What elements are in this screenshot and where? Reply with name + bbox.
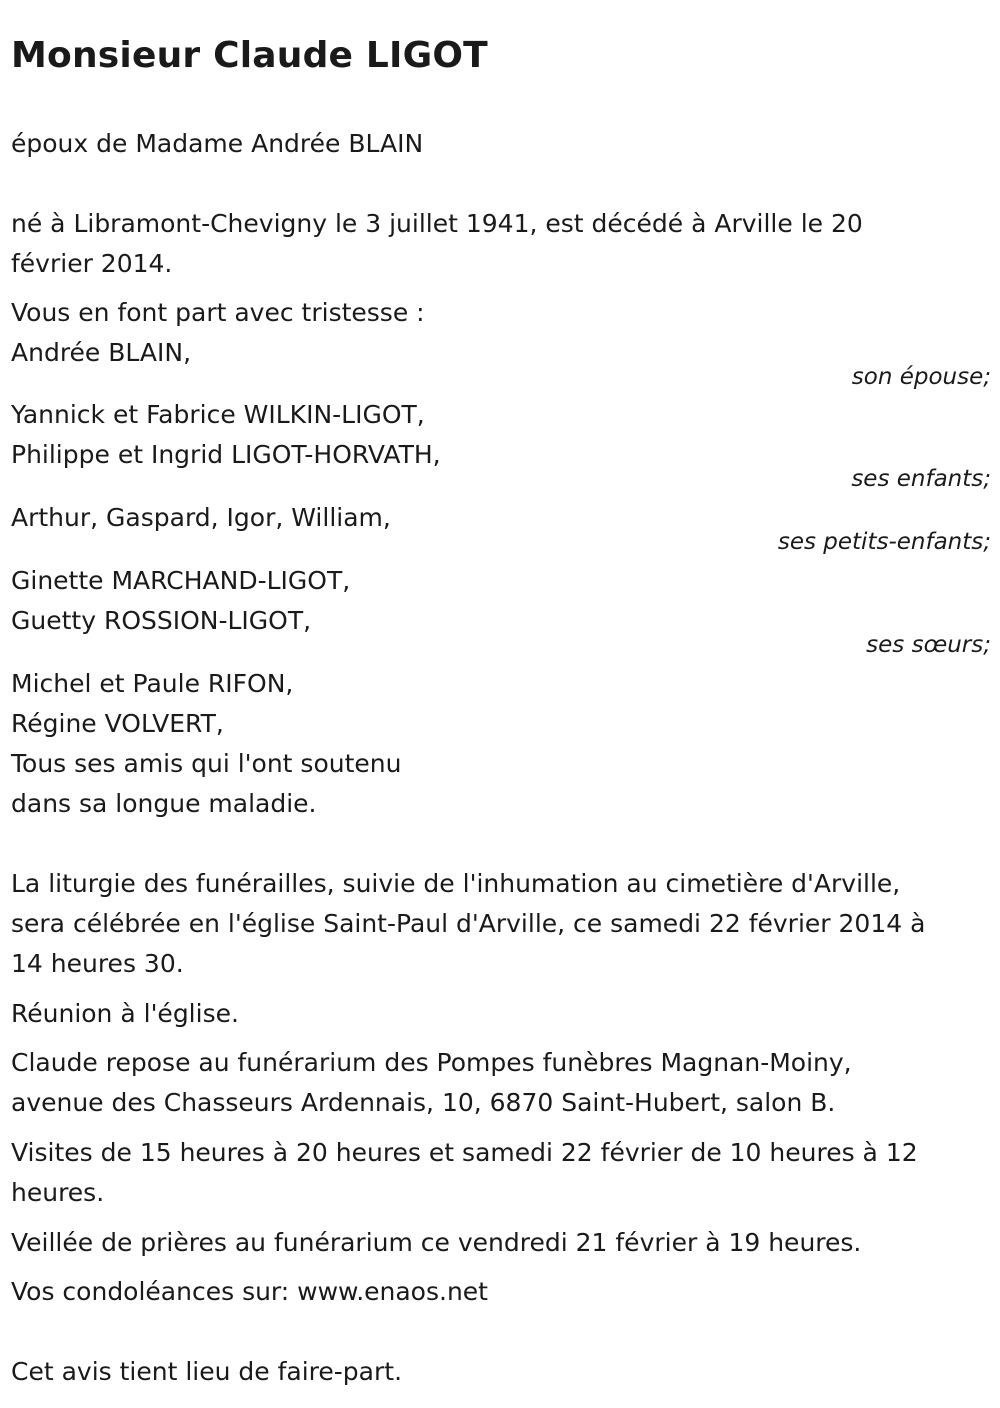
family-sister-name-2: Guetty ROSSION-LIGOT,: [11, 606, 312, 635]
family-sisters-role: ses sœurs;: [866, 632, 991, 658]
liturgy-line-3: 14 heures 30.: [11, 949, 184, 978]
family-children-role: ses enfants;: [851, 466, 991, 492]
family-spouse-name: Andrée BLAIN,: [11, 338, 192, 367]
closing-line: Cet avis tient lieu de faire-part.: [11, 1357, 403, 1386]
birth-line-1: né à Libramont-Chevigny le 3 juillet 1941, est décédé à Arville le 20: [11, 209, 863, 238]
family-child-name-2: Philippe et Ingrid LIGOT-HORVATH,: [11, 440, 441, 469]
others-line-1: Michel et Paule RIFON,: [11, 669, 294, 698]
others-line-3: Tous ses amis qui l'ont soutenu: [11, 749, 402, 778]
rest-line-1: Claude repose au funérarium des Pompes funèbres Magnan-Moiny,: [11, 1048, 852, 1077]
others-line-4: dans sa longue maladie.: [11, 789, 317, 818]
family-child-name-1: Yannick et Fabrice WILKIN-LIGOT,: [11, 400, 425, 429]
liturgy-line-2: sera célébrée en l'église Saint-Paul d'Arville, ce samedi 22 février 2014 à: [11, 909, 926, 938]
liturgy-line-1: La liturgie des funérailles, suivie de l'inhumation au cimetière d'Arville,: [11, 869, 901, 898]
visits-line-2: heures.: [11, 1178, 105, 1207]
birth-line-2: février 2014.: [11, 249, 173, 278]
vigil-line: Veillée de prières au funérarium ce vendredi 21 février à 19 heures.: [11, 1228, 862, 1257]
visits-line-1: Visites de 15 heures à 20 heures et samedi 22 février de 10 heures à 12: [11, 1138, 918, 1167]
family-spouse-role: son épouse;: [851, 364, 991, 390]
page-title: Monsieur Claude LIGOT: [11, 35, 488, 76]
condolences-line: Vos condoléances sur: www.enaos.net: [11, 1277, 488, 1306]
spouse-line: époux de Madame Andrée BLAIN: [11, 129, 424, 158]
meeting-line: Réunion à l'église.: [11, 999, 239, 1028]
rest-line-2: avenue des Chasseurs Ardennais, 10, 6870 Saint-Hubert, salon B.: [11, 1088, 836, 1117]
family-sister-name-1: Ginette MARCHAND-LIGOT,: [11, 566, 351, 595]
others-line-2: Régine VOLVERT,: [11, 709, 224, 738]
family-grandchildren-role: ses petits-enfants;: [777, 529, 991, 555]
announce-line: Vous en font part avec tristesse :: [11, 298, 425, 327]
family-grandchildren-names: Arthur, Gaspard, Igor, William,: [11, 503, 391, 532]
